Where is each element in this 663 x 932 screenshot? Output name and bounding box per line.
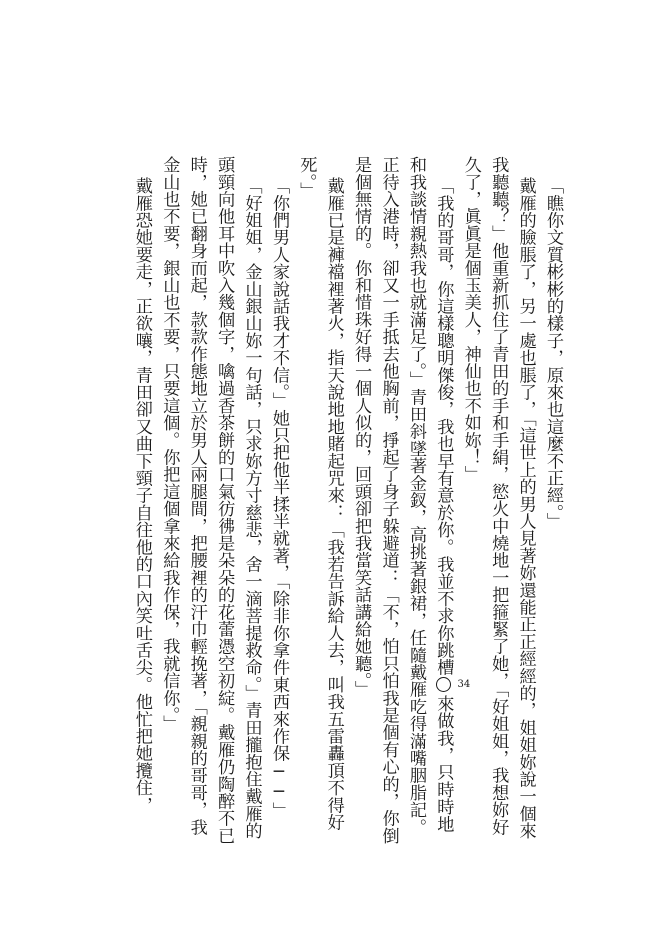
paragraph-5: [265, 156, 292, 846]
vertical-text-body: [112, 156, 566, 846]
paragraph-7-text: 戴雁恐她要走，正欲嚷，青田卻又曲下頸子自往他的口內笑吐舌尖。他忙把她攬住，: [131, 176, 152, 814]
paragraph-2: [456, 156, 538, 846]
paragraph-6: [155, 156, 265, 846]
paragraph-5-text: 「你們男人家說話我才不信。」她只把他半揉半就著，「除非你拿件東西來作保──」: [268, 176, 289, 819]
paragraph-3-text-c: 的，你倒是個無情的。你和惜珠好得一個人似的，回頭卻把我當笑話講給她聽。」: [351, 156, 399, 845]
paragraph-2-text-b: 個來我聽聽？」他重新抓住了青田的手和手絹，慾火中燒地一把箍緊了她，「好姐姐，我想妳好久了，眞眞是個玉美人，神仙也不如妳！」: [460, 156, 536, 839]
footnote-marker: 34: [436, 677, 451, 692]
paragraph-4-text-a: 戴雁已是褲襠裡著火，指天說地地賭起咒來：「我若告訴給人去，叫我五雷轟頂不得: [323, 176, 344, 814]
paragraph-6-text-c: 保，我就信你。」: [159, 603, 180, 733]
paragraph-3-text-a: 「我的哥哥，你這樣聰明傑俊，我也早有意於你。我並不求你跳槽: [433, 176, 454, 676]
paragraph-3-text-b: 來做我，只時時地和我談情親熱我也就滿足了。」青田斜墜著金釵，高挑著銀裙，任隨戴雁吃得滿嘴胭脂記。正待入港時，卻又一手抵去他胸前，掙起了身子躲避道：「不，怕只怕我是個有心: [378, 156, 454, 836]
paragraph-3: [347, 156, 471, 846]
paragraph-1: [539, 156, 566, 846]
paragraph-7: [128, 156, 155, 846]
paragraph-2-text-a: 戴雁的臉脹了，另一處也脹了，「這世上的男人見著妳還能正正經經的，姐姐妳說一: [515, 176, 536, 805]
paragraph-1-text: 「瞧你文質彬彬的樣子，原來也這麼不正經。」: [543, 176, 563, 530]
paragraph-4-text-b: 好死。」: [296, 156, 344, 831]
paragraph-6-text-b: 青田攏抱住戴雁的頭頸向他耳中吹入幾個字，噙過香茶餅的口氣彷彿是朵朵的花蕾憑空初綻。戴雁仍陶醉不已時，她已翻身而起，款款作態地立於男人兩腿間，把腰裡的汗巾輕挽著，「親親的哥哥，我金山也不要，銀山也不要，只要這個。你把這個拿來給我作: [159, 156, 262, 844]
paragraph-4: [292, 156, 347, 846]
paragraph-6-text-a: 「好姐姐，金山銀山妳一句話，只求妳方寸慈悲，舍一滴菩提救命。」: [241, 176, 262, 702]
